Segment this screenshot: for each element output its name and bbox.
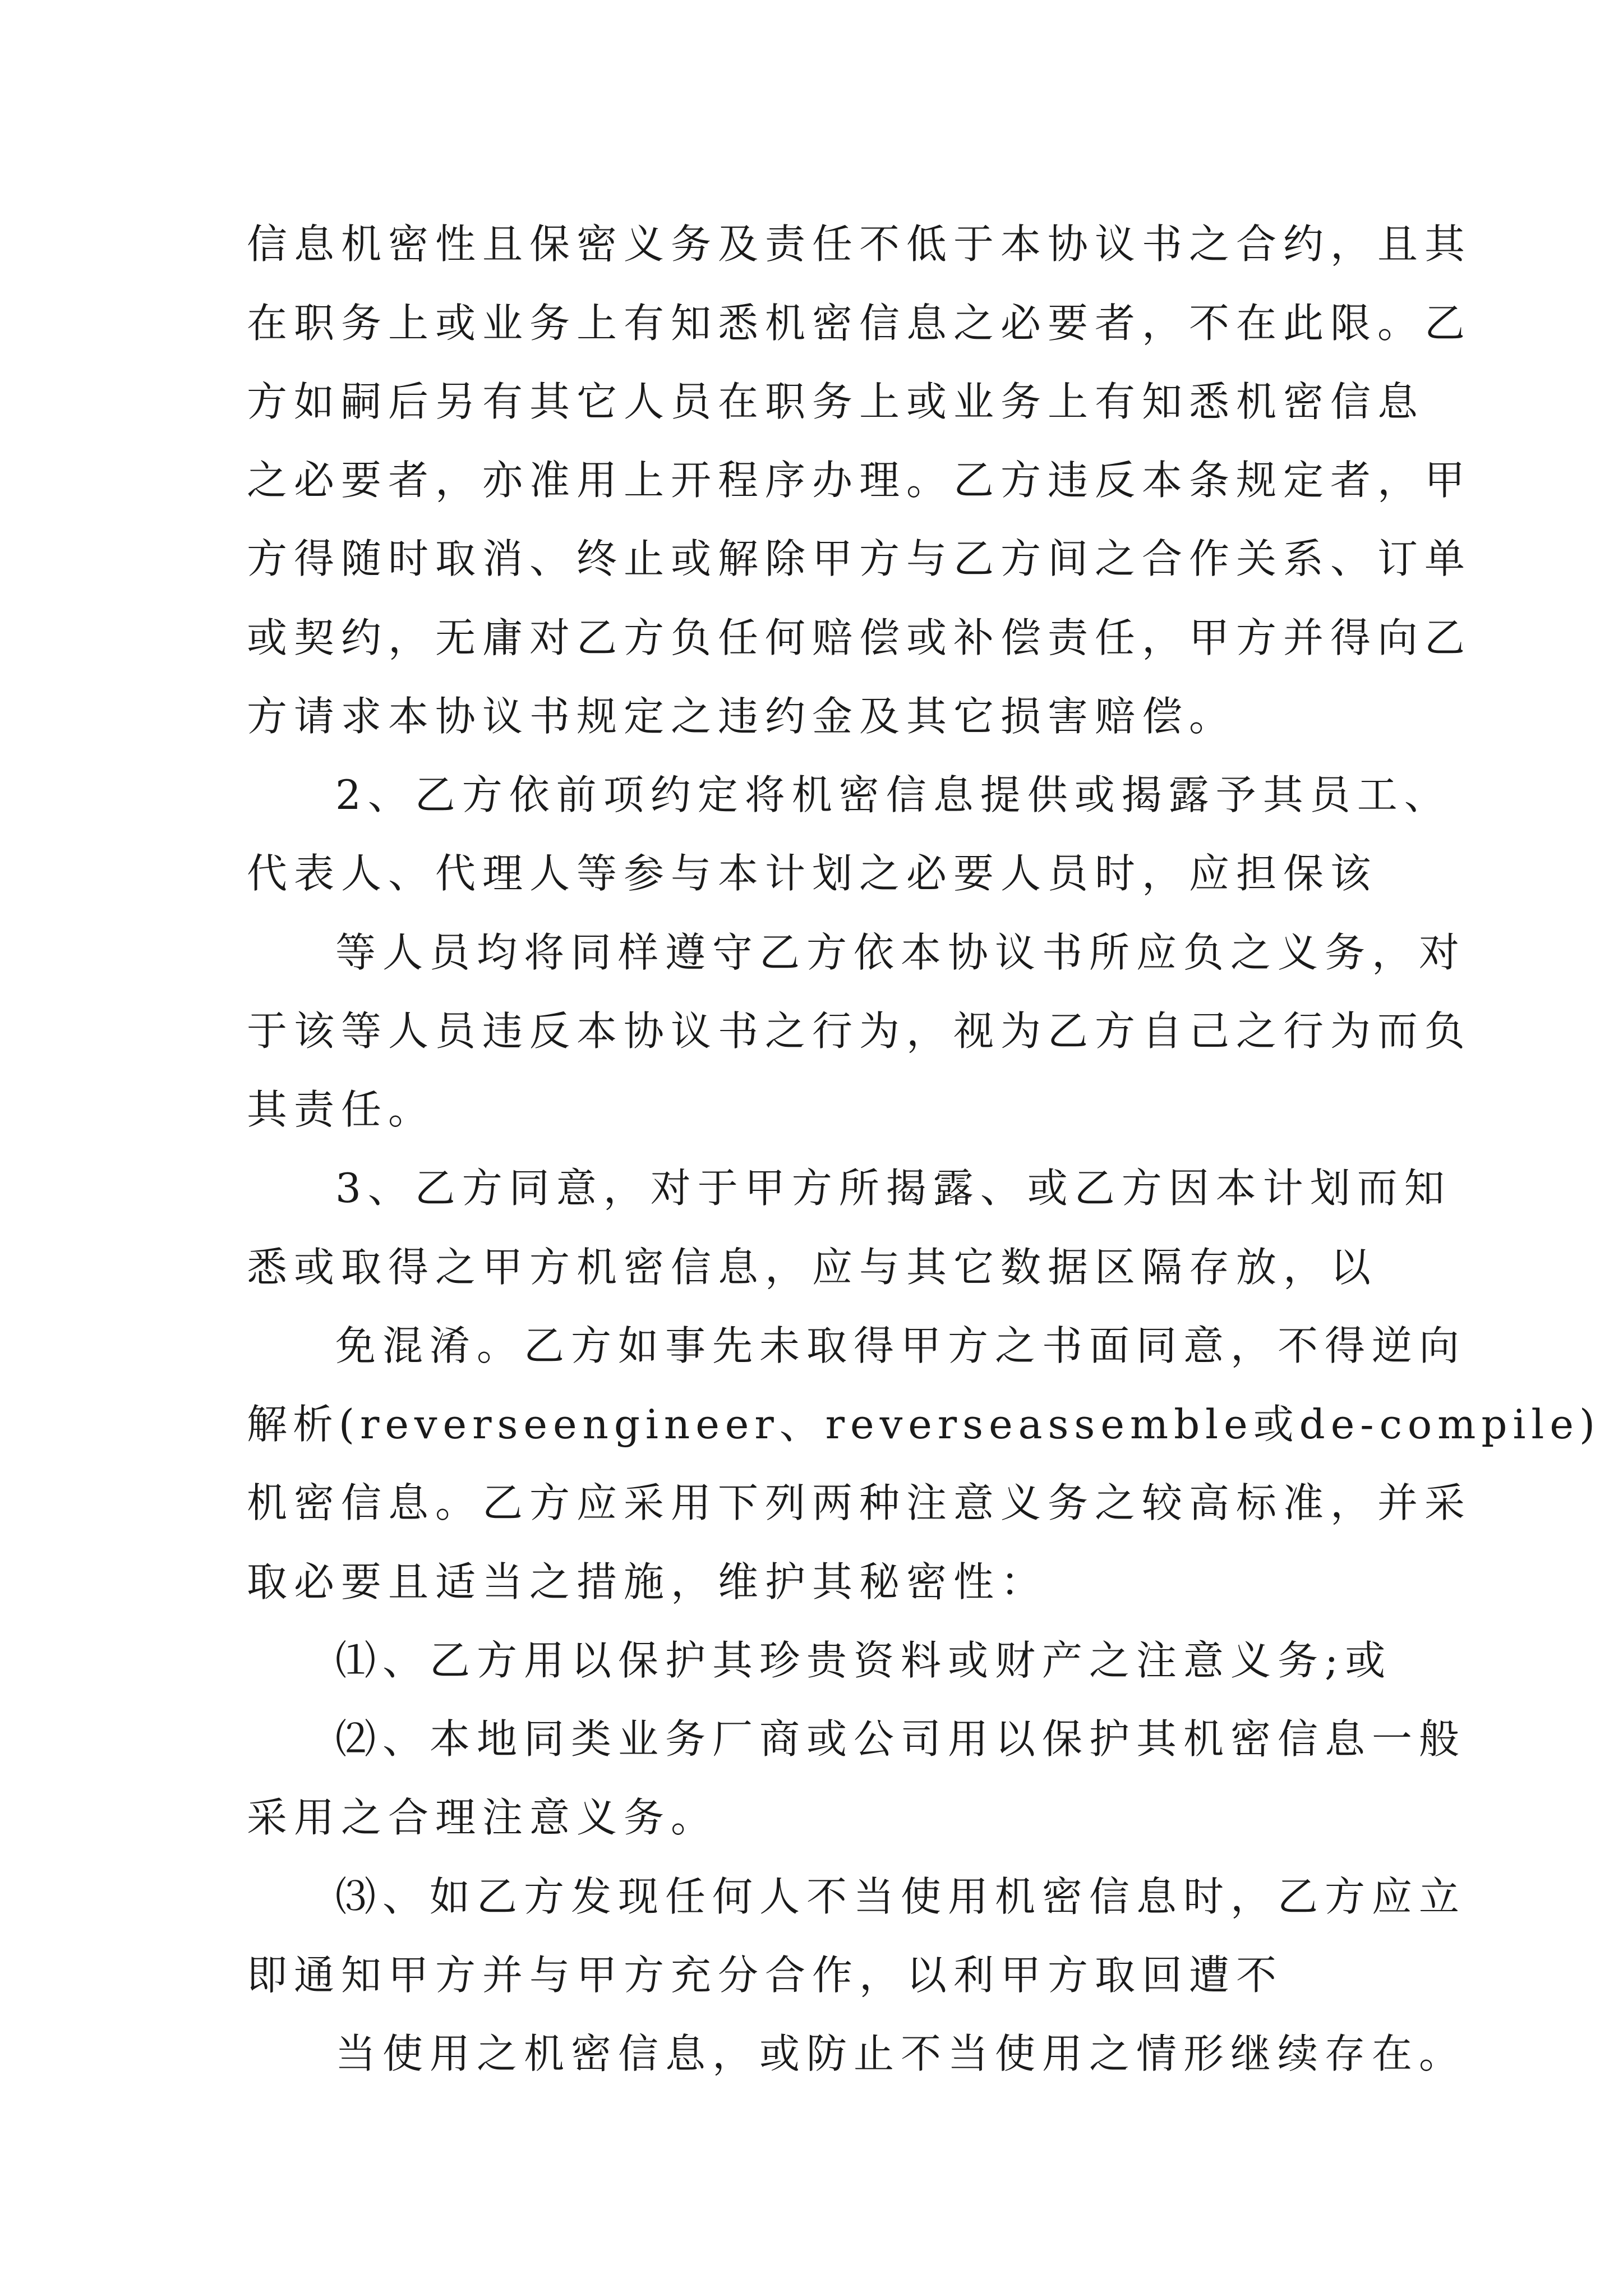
text-line: 取必要且适当之措施，维护其秘密性： (247, 1558, 1048, 1605)
text-line: 代表人、代理人等参与本计划之必要人员时，应担保该 (247, 850, 1378, 897)
list-item: ⑶、如乙方发现任何人不当使用机密信息时，乙方应立 (335, 1873, 1467, 1920)
text-line: 当使用之机密信息，或防止不当使用之情形继续存在。 (335, 2030, 1467, 2077)
text-line: 等人员均将同样遵守乙方依本协议书所应负之义务，对 (335, 929, 1467, 976)
text-line: 免混淆。乙方如事先未取得甲方之书面同意，不得逆向 (335, 1322, 1467, 1369)
text-line: 方请求本协议书规定之违约金及其它损害赔偿。 (247, 693, 1237, 740)
text-line: 采用之合理注意义务。 (247, 1794, 718, 1841)
paragraph-start: 3、乙方同意，对于甲方所揭露、或乙方因本计划而知 (335, 1165, 1451, 1212)
text-line: 机密信息。乙方应采用下列两种注意义务之较高标准，并采 (247, 1479, 1472, 1526)
text-line: 信息机密性且保密义务及责任不低于本协议书之合约，且其 (247, 220, 1472, 268)
paragraph-start: 2、乙方依前项约定将机密信息提供或揭露予其员工、 (335, 771, 1451, 818)
text-line: 方如嗣后另有其它人员在职务上或业务上有知悉机密信息 (247, 378, 1425, 425)
text-line: 于该等人员违反本协议书之行为，视为乙方自己之行为而负 (247, 1007, 1472, 1055)
text-line: 其责任。 (247, 1086, 436, 1133)
text-line: 悉或取得之甲方机密信息，应与其它数据区隔存放，以 (247, 1244, 1378, 1291)
text-line: 解析(reverseengineer、reverseassemble或de-compile) (247, 1401, 1601, 1448)
text-line: 之必要者，亦准用上开程序办理。乙方违反本条规定者，甲 (247, 457, 1472, 504)
text-line: 在职务上或业务上有知悉机密信息之必要者，不在此限。乙 (247, 300, 1472, 347)
text-line: 即通知甲方并与甲方充分合作，以利甲方取回遭不 (247, 1952, 1284, 1999)
text-line: 或契约，无庸对乙方负任何赔偿或补偿责任，甲方并得向乙 (247, 614, 1472, 661)
list-item: ⑵、本地同类业务厂商或公司用以保护其机密信息一般 (335, 1715, 1467, 1763)
list-item: ⑴、乙方用以保护其珍贵资料或财产之注意义务;或 (335, 1637, 1393, 1684)
text-line: 方得随时取消、终止或解除甲方与乙方间之合作关系、订单 (247, 535, 1472, 582)
